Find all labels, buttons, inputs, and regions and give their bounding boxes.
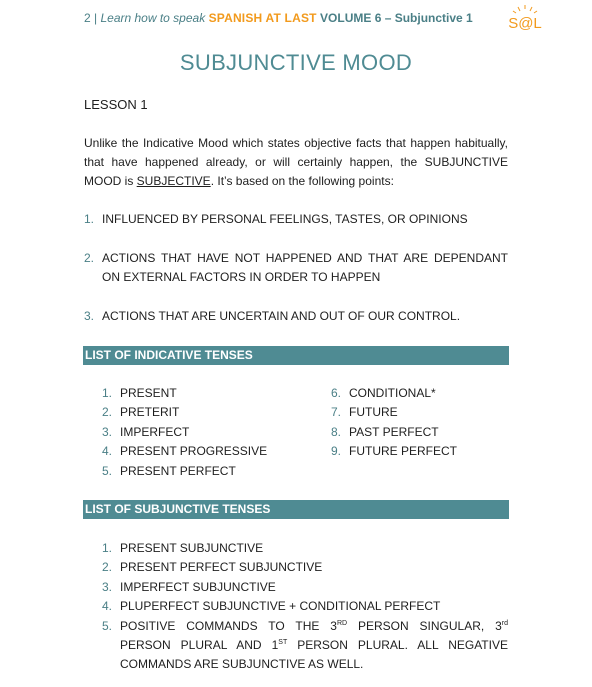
list-item (102, 597, 508, 616)
item-text: PRESENT (120, 386, 177, 400)
intro-paragraph (84, 134, 508, 191)
subjunctive-list (102, 539, 508, 675)
item-number: 9. (331, 444, 342, 459)
intro-text-after: . It’s based on the following points: (210, 174, 394, 188)
sal-logo-icon (504, 4, 546, 32)
list-item (102, 617, 508, 675)
point-item (84, 249, 508, 287)
intro-text-before: Unlike the Indicative Mood which states objective facts that happen habitually, that have happened already, or will certainly happen, the SUBJUNCTIVE MOOD is (84, 136, 508, 188)
item-number: 3. (102, 579, 113, 594)
item-text: PRESENT PROGRESSIVE (120, 444, 268, 459)
intro-underlined-term: SUBJECTIVE (136, 174, 211, 188)
list-item (102, 423, 312, 442)
point-text: INFLUENCED BY PERSONAL FEELINGS, TASTES, OR OPINIONS (102, 212, 468, 226)
header-subtitle: Learn how to speak (100, 11, 206, 25)
item-number: 2. (102, 560, 113, 575)
item-text-part: PERSON PLURAL. ALL NEGATIVE COMMANDS ARE SUBJUNCTIVE AS WELL. (120, 638, 508, 672)
item-text: PAST PERFECT (349, 424, 439, 439)
superscript: ST (278, 639, 288, 647)
item-number: 1. (102, 541, 113, 555)
superscript: rd (501, 619, 508, 627)
page-title: SUBJUNCTIVE MOOD (179, 50, 413, 75)
item-text: PLUPERFECT SUBJUNCTIVE + CONDITIONAL PERFECT (120, 599, 441, 614)
item-number: 7. (331, 405, 342, 420)
item-number: 4. (102, 444, 113, 459)
item-number: 8. (331, 424, 342, 439)
item-text: PRETERIT (120, 405, 180, 420)
list-item (331, 423, 511, 442)
point-number: 3. (84, 309, 95, 323)
item-text: FUTURE (349, 405, 398, 420)
list-item (102, 578, 508, 597)
page-header (84, 11, 544, 33)
list-item (102, 462, 312, 481)
list-item (331, 403, 511, 422)
list-item (102, 403, 312, 422)
item-text-part: PERSON PLURAL AND 1 (120, 638, 279, 653)
item-text: IMPERFECT (120, 424, 190, 439)
header-brand: SPANISH AT LAST (208, 11, 317, 25)
lesson-label: LESSON 1 (84, 97, 148, 112)
point-item (84, 307, 508, 326)
item-number: 2. (102, 405, 113, 420)
indicative-heading: LIST OF INDICATIVE TENSES (83, 346, 509, 365)
item-number: 5. (102, 463, 113, 478)
indicative-list-left (102, 384, 312, 481)
svg-text:S@L: S@L (508, 15, 542, 32)
item-text: PRESENT PERFECT (120, 463, 236, 478)
point-text: ACTIONS THAT ARE UNCERTAIN AND OUT OF OUR CONTROL. (102, 309, 461, 323)
item-text: PRESENT SUBJUNCTIVE (120, 541, 264, 555)
list-item (331, 384, 511, 403)
list-item (102, 384, 312, 403)
list-item (102, 558, 508, 577)
point-number: 2. (84, 251, 95, 265)
list-item (102, 539, 508, 558)
item-text-part: POSITIVE COMMANDS TO THE 3 (120, 618, 337, 633)
item-number: 6. (331, 386, 342, 400)
item-text (120, 617, 508, 675)
superscript: RD (336, 619, 348, 627)
point-text: ACTIONS THAT HAVE NOT HAPPENED AND THAT ARE DEPENDANT ON EXTERNAL FACTORS IN ORDER TO HAPPEN (102, 251, 508, 284)
page-number: 2 | (84, 11, 98, 25)
item-number: 3. (102, 424, 113, 439)
header-volume: VOLUME 6 – Subjunctive 1 (320, 11, 473, 25)
list-item (102, 442, 312, 461)
point-number: 1. (84, 212, 95, 226)
item-number: 4. (102, 599, 113, 614)
item-text: CONDITIONAL* (349, 386, 436, 400)
item-number: 1. (102, 386, 113, 400)
item-number: 5. (102, 618, 113, 633)
list-item (331, 442, 511, 461)
item-text: IMPERFECT SUBJUNCTIVE (120, 579, 276, 594)
item-text-part: PERSON SINGULAR, 3 (347, 618, 502, 633)
indicative-list-right (331, 384, 511, 462)
item-text: PRESENT PERFECT SUBJUNCTIVE (120, 560, 323, 575)
subjunctive-heading: LIST OF SUBJUNCTIVE TENSES (83, 500, 509, 519)
point-item (84, 210, 508, 229)
item-text: FUTURE PERFECT (349, 444, 457, 459)
